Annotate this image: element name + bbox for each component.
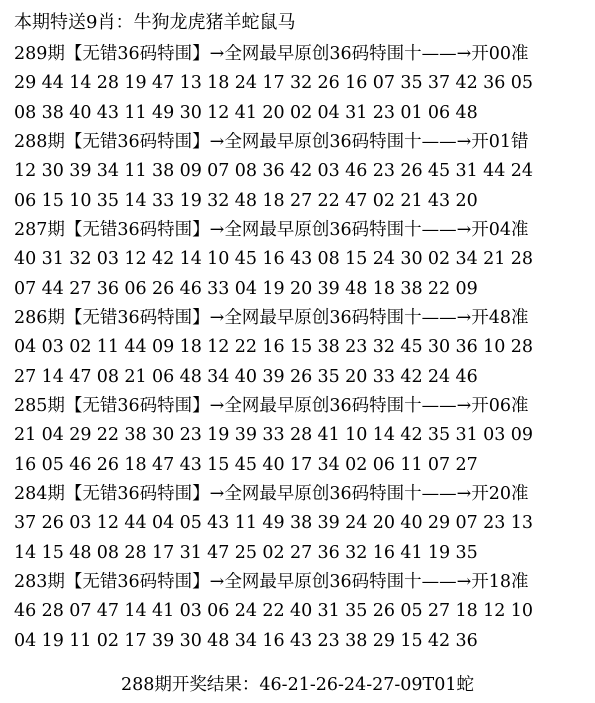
number-cell: 09 bbox=[510, 425, 533, 446]
number-cell: 32 bbox=[289, 73, 313, 94]
number-cell: 02 bbox=[262, 542, 285, 563]
number-cell: 14 bbox=[372, 425, 395, 446]
number-cell: 35 bbox=[345, 601, 368, 622]
number-cell: 09 bbox=[151, 337, 175, 358]
number-cell: 02 bbox=[345, 454, 368, 475]
number-cell: 46 bbox=[69, 454, 92, 475]
number-cell: 13 bbox=[510, 513, 533, 534]
number-cell: 10 bbox=[345, 425, 368, 446]
number-cell: 08 bbox=[317, 249, 340, 270]
number-cell: 40 bbox=[69, 102, 92, 123]
number-cell: 10 bbox=[510, 601, 533, 622]
number-row bbox=[14, 245, 589, 274]
number-cell: 31 bbox=[345, 102, 368, 123]
number-row bbox=[14, 69, 589, 98]
number-cell: 35 bbox=[317, 366, 340, 387]
number-cell: 15 bbox=[289, 337, 313, 358]
number-cell: 26 bbox=[96, 454, 120, 475]
number-cell: 27 bbox=[455, 454, 478, 475]
number-cell: 20 bbox=[289, 278, 313, 299]
number-cell: 37 bbox=[14, 513, 37, 534]
number-cell: 33 bbox=[151, 190, 175, 211]
number-cell: 36 bbox=[317, 542, 340, 563]
number-cell: 47 bbox=[151, 454, 175, 475]
number-cell: 13 bbox=[179, 73, 202, 94]
number-cell: 38 bbox=[41, 102, 64, 123]
number-cell: 26 bbox=[400, 161, 423, 182]
number-cell: 41 bbox=[317, 425, 340, 446]
number-cell: 27 bbox=[69, 278, 92, 299]
number-cell: 41 bbox=[400, 542, 423, 563]
number-cell: 19 bbox=[124, 73, 147, 94]
number-cell: 32 bbox=[345, 542, 368, 563]
period-block bbox=[14, 480, 589, 568]
number-cell: 01 bbox=[400, 102, 423, 123]
number-cell: 40 bbox=[14, 249, 37, 270]
number-cell: 04 bbox=[41, 425, 64, 446]
number-cell: 46 bbox=[179, 278, 202, 299]
number-cell: 14 bbox=[124, 190, 147, 211]
number-cell: 05 bbox=[179, 513, 202, 534]
number-cell: 43 bbox=[179, 454, 202, 475]
number-cell: 06 bbox=[151, 366, 175, 387]
number-cell: 39 bbox=[317, 513, 340, 534]
number-cell: 15 bbox=[41, 542, 64, 563]
number-row bbox=[14, 275, 589, 304]
number-cell: 03 bbox=[96, 249, 120, 270]
number-row bbox=[14, 157, 589, 186]
number-cell: 18 bbox=[455, 601, 478, 622]
number-cell: 10 bbox=[207, 249, 230, 270]
number-cell: 11 bbox=[124, 161, 147, 182]
period-header: 287期【无错36码特围】→全网最早原创36码特围十——→开04准 bbox=[14, 220, 529, 240]
number-cell: 04 bbox=[14, 337, 37, 358]
number-cell: 22 bbox=[234, 337, 258, 358]
number-cell: 16 bbox=[345, 73, 368, 94]
period-list bbox=[14, 40, 589, 656]
number-cell: 38 bbox=[400, 278, 423, 299]
number-cell: 35 bbox=[455, 542, 478, 563]
number-cell: 28 bbox=[124, 542, 147, 563]
number-cell: 48 bbox=[455, 102, 478, 123]
number-cell: 48 bbox=[234, 190, 258, 211]
number-cell: 39 bbox=[69, 161, 92, 182]
number-cell: 06 bbox=[14, 190, 37, 211]
number-cell: 24 bbox=[345, 513, 368, 534]
period-block bbox=[14, 304, 589, 392]
number-cell: 23 bbox=[372, 102, 395, 123]
number-cell: 11 bbox=[400, 454, 423, 475]
number-cell: 31 bbox=[455, 425, 478, 446]
number-cell: 07 bbox=[372, 73, 395, 94]
number-cell: 34 bbox=[234, 630, 258, 651]
number-row bbox=[14, 509, 589, 538]
period-header: 283期【无错36码特围】→全网最早原创36码特围十——→开18准 bbox=[14, 572, 529, 592]
number-cell: 16 bbox=[14, 454, 37, 475]
number-cell: 38 bbox=[124, 425, 147, 446]
number-cell: 35 bbox=[427, 425, 451, 446]
number-cell: 06 bbox=[372, 454, 395, 475]
number-cell: 18 bbox=[124, 454, 147, 475]
number-cell: 26 bbox=[289, 366, 313, 387]
number-cell: 39 bbox=[234, 425, 258, 446]
number-cell: 38 bbox=[345, 630, 368, 651]
number-cell: 29 bbox=[14, 73, 37, 94]
number-cell: 24 bbox=[510, 161, 533, 182]
number-cell: 24 bbox=[372, 249, 395, 270]
number-cell: 20 bbox=[262, 102, 285, 123]
number-cell: 02 bbox=[289, 102, 313, 123]
number-cell: 02 bbox=[69, 337, 92, 358]
number-cell: 27 bbox=[289, 542, 313, 563]
number-cell: 22 bbox=[262, 601, 285, 622]
number-cell: 06 bbox=[427, 102, 451, 123]
number-cell: 16 bbox=[262, 249, 285, 270]
number-cell: 30 bbox=[41, 161, 64, 182]
number-cell: 02 bbox=[372, 190, 395, 211]
number-cell: 12 bbox=[207, 337, 230, 358]
number-cell: 20 bbox=[345, 366, 368, 387]
number-cell: 36 bbox=[455, 630, 478, 651]
number-cell: 12 bbox=[96, 513, 120, 534]
number-cell: 34 bbox=[317, 454, 340, 475]
number-cell: 12 bbox=[124, 249, 147, 270]
result-footer: 288期开奖结果：46-21-26-24-27-09T01蛇 bbox=[120, 675, 475, 695]
number-cell: 11 bbox=[234, 513, 258, 534]
period-header: 284期【无错36码特围】→全网最早原创36码特围十——→开20准 bbox=[14, 484, 529, 504]
number-cell: 14 bbox=[41, 366, 64, 387]
number-cell: 49 bbox=[151, 102, 175, 123]
number-cell: 14 bbox=[69, 73, 92, 94]
number-row bbox=[14, 363, 589, 392]
number-cell: 42 bbox=[455, 73, 478, 94]
number-cell: 11 bbox=[69, 630, 92, 651]
number-cell: 08 bbox=[234, 161, 258, 182]
number-cell: 12 bbox=[14, 161, 37, 182]
number-cell: 28 bbox=[41, 601, 64, 622]
number-cell: 48 bbox=[179, 366, 202, 387]
number-cell: 08 bbox=[96, 366, 120, 387]
number-cell: 48 bbox=[207, 630, 230, 651]
number-cell: 45 bbox=[234, 249, 258, 270]
number-cell: 24 bbox=[427, 366, 451, 387]
number-cell: 40 bbox=[289, 601, 313, 622]
number-cell: 21 bbox=[483, 249, 506, 270]
number-cell: 23 bbox=[483, 513, 506, 534]
number-cell: 16 bbox=[262, 630, 285, 651]
number-row bbox=[14, 99, 589, 128]
number-cell: 09 bbox=[179, 161, 202, 182]
number-cell: 06 bbox=[207, 601, 230, 622]
number-cell: 24 bbox=[234, 73, 258, 94]
number-cell: 26 bbox=[372, 601, 395, 622]
period-block bbox=[14, 216, 589, 304]
number-row bbox=[14, 333, 589, 362]
number-cell: 22 bbox=[427, 278, 451, 299]
number-cell: 40 bbox=[262, 454, 285, 475]
number-cell: 10 bbox=[483, 337, 506, 358]
number-cell: 48 bbox=[345, 278, 368, 299]
number-cell: 36 bbox=[483, 73, 506, 94]
number-cell: 23 bbox=[372, 161, 395, 182]
number-cell: 17 bbox=[151, 542, 175, 563]
number-cell: 30 bbox=[179, 102, 202, 123]
number-cell: 46 bbox=[14, 601, 37, 622]
number-cell: 44 bbox=[124, 513, 147, 534]
number-cell: 18 bbox=[179, 337, 202, 358]
number-cell: 16 bbox=[262, 337, 285, 358]
number-cell: 06 bbox=[124, 278, 147, 299]
number-cell: 31 bbox=[317, 601, 340, 622]
number-cell: 19 bbox=[427, 542, 451, 563]
number-cell: 07 bbox=[69, 601, 92, 622]
number-cell: 32 bbox=[207, 190, 230, 211]
number-cell: 32 bbox=[372, 337, 395, 358]
number-cell: 41 bbox=[234, 102, 258, 123]
number-cell: 26 bbox=[317, 73, 340, 94]
number-cell: 36 bbox=[262, 161, 285, 182]
number-cell: 03 bbox=[179, 601, 202, 622]
number-cell: 02 bbox=[96, 630, 120, 651]
number-cell: 03 bbox=[41, 337, 64, 358]
number-cell: 04 bbox=[234, 278, 258, 299]
number-cell: 29 bbox=[69, 425, 92, 446]
number-cell: 02 bbox=[427, 249, 451, 270]
number-cell: 25 bbox=[234, 542, 258, 563]
number-cell: 27 bbox=[427, 601, 451, 622]
number-cell: 45 bbox=[400, 337, 423, 358]
number-cell: 23 bbox=[179, 425, 202, 446]
number-cell: 19 bbox=[41, 630, 64, 651]
number-row bbox=[14, 451, 589, 480]
number-cell: 32 bbox=[69, 249, 92, 270]
period-header: 286期【无错36码特围】→全网最早原创36码特围十——→开48准 bbox=[14, 308, 529, 328]
number-row bbox=[14, 421, 589, 450]
number-cell: 14 bbox=[179, 249, 202, 270]
number-cell: 22 bbox=[317, 190, 340, 211]
number-cell: 27 bbox=[289, 190, 313, 211]
number-cell: 47 bbox=[151, 73, 175, 94]
number-cell: 17 bbox=[262, 73, 285, 94]
number-cell: 43 bbox=[289, 249, 313, 270]
number-cell: 28 bbox=[510, 337, 533, 358]
number-row bbox=[14, 627, 589, 656]
number-cell: 21 bbox=[400, 190, 423, 211]
number-cell: 30 bbox=[179, 630, 202, 651]
number-cell: 23 bbox=[345, 337, 368, 358]
number-cell: 37 bbox=[427, 73, 451, 94]
number-cell: 24 bbox=[234, 601, 258, 622]
number-cell: 15 bbox=[41, 190, 64, 211]
number-cell: 33 bbox=[262, 425, 285, 446]
period-block bbox=[14, 40, 589, 128]
number-cell: 18 bbox=[207, 73, 230, 94]
number-cell: 07 bbox=[14, 278, 37, 299]
number-cell: 21 bbox=[124, 366, 147, 387]
number-cell: 42 bbox=[427, 630, 451, 651]
number-cell: 28 bbox=[289, 425, 313, 446]
number-cell: 31 bbox=[41, 249, 64, 270]
number-cell: 42 bbox=[289, 161, 313, 182]
number-cell: 29 bbox=[372, 630, 395, 651]
number-cell: 41 bbox=[151, 601, 175, 622]
number-cell: 39 bbox=[262, 366, 285, 387]
number-cell: 44 bbox=[41, 73, 64, 94]
number-cell: 28 bbox=[96, 73, 120, 94]
number-cell: 42 bbox=[400, 366, 423, 387]
number-cell: 03 bbox=[69, 513, 92, 534]
number-cell: 05 bbox=[400, 601, 423, 622]
number-cell: 15 bbox=[207, 454, 230, 475]
number-cell: 09 bbox=[455, 278, 478, 299]
number-cell: 39 bbox=[317, 278, 340, 299]
number-cell: 08 bbox=[14, 102, 37, 123]
number-row bbox=[14, 187, 589, 216]
number-cell: 45 bbox=[427, 161, 451, 182]
number-cell: 05 bbox=[510, 73, 533, 94]
number-cell: 04 bbox=[14, 630, 37, 651]
number-cell: 19 bbox=[179, 190, 202, 211]
number-cell: 11 bbox=[96, 337, 120, 358]
period-block bbox=[14, 392, 589, 480]
number-cell: 42 bbox=[400, 425, 423, 446]
number-cell: 44 bbox=[483, 161, 506, 182]
number-cell: 15 bbox=[345, 249, 368, 270]
headline: 本期特送9肖：牛狗龙虎猪羊蛇鼠马 bbox=[14, 12, 296, 33]
number-cell: 28 bbox=[510, 249, 533, 270]
period-header: 289期【无错36码特围】→全网最早原创36码特围十——→开00准 bbox=[14, 44, 529, 64]
number-cell: 34 bbox=[96, 161, 120, 182]
number-cell: 38 bbox=[317, 337, 340, 358]
number-cell: 43 bbox=[207, 513, 230, 534]
number-cell: 18 bbox=[262, 190, 285, 211]
number-cell: 14 bbox=[124, 601, 147, 622]
number-cell: 40 bbox=[234, 366, 258, 387]
number-cell: 43 bbox=[289, 630, 313, 651]
number-cell: 18 bbox=[372, 278, 395, 299]
number-cell: 36 bbox=[455, 337, 478, 358]
number-cell: 33 bbox=[372, 366, 395, 387]
number-cell: 20 bbox=[455, 190, 478, 211]
number-cell: 10 bbox=[69, 190, 92, 211]
number-cell: 35 bbox=[96, 190, 120, 211]
number-cell: 15 bbox=[400, 630, 423, 651]
number-cell: 47 bbox=[207, 542, 230, 563]
number-cell: 38 bbox=[151, 161, 175, 182]
number-cell: 49 bbox=[262, 513, 285, 534]
number-cell: 45 bbox=[234, 454, 258, 475]
number-cell: 43 bbox=[427, 190, 451, 211]
number-cell: 47 bbox=[69, 366, 92, 387]
number-row bbox=[14, 539, 589, 568]
number-cell: 33 bbox=[207, 278, 230, 299]
number-cell: 38 bbox=[289, 513, 313, 534]
number-cell: 46 bbox=[345, 161, 368, 182]
number-cell: 07 bbox=[207, 161, 230, 182]
number-cell: 12 bbox=[483, 601, 506, 622]
number-cell: 46 bbox=[455, 366, 478, 387]
number-cell: 07 bbox=[455, 513, 478, 534]
number-row bbox=[14, 597, 589, 626]
number-cell: 19 bbox=[262, 278, 285, 299]
number-cell: 04 bbox=[151, 513, 175, 534]
period-header: 285期【无错36码特围】→全网最早原创36码特围十——→开06准 bbox=[14, 396, 529, 416]
period-block bbox=[14, 568, 589, 656]
number-cell: 05 bbox=[41, 454, 64, 475]
number-cell: 35 bbox=[400, 73, 423, 94]
number-cell: 03 bbox=[317, 161, 340, 182]
number-cell: 12 bbox=[207, 102, 230, 123]
number-cell: 17 bbox=[289, 454, 313, 475]
number-cell: 20 bbox=[372, 513, 395, 534]
number-cell: 03 bbox=[483, 425, 506, 446]
number-cell: 44 bbox=[41, 278, 64, 299]
number-cell: 16 bbox=[372, 542, 395, 563]
number-cell: 36 bbox=[96, 278, 120, 299]
number-cell: 43 bbox=[96, 102, 120, 123]
number-cell: 29 bbox=[427, 513, 451, 534]
period-header: 288期【无错36码特围】→全网最早原创36码特围十——→开01错 bbox=[14, 132, 529, 152]
number-cell: 31 bbox=[455, 161, 478, 182]
number-cell: 31 bbox=[179, 542, 202, 563]
number-cell: 17 bbox=[124, 630, 147, 651]
number-cell: 47 bbox=[96, 601, 120, 622]
number-cell: 34 bbox=[455, 249, 478, 270]
number-cell: 21 bbox=[14, 425, 37, 446]
number-cell: 30 bbox=[400, 249, 423, 270]
number-cell: 26 bbox=[41, 513, 64, 534]
number-cell: 42 bbox=[151, 249, 175, 270]
number-cell: 14 bbox=[14, 542, 37, 563]
period-block bbox=[14, 128, 589, 216]
number-cell: 44 bbox=[124, 337, 147, 358]
number-cell: 39 bbox=[151, 630, 175, 651]
number-cell: 30 bbox=[151, 425, 175, 446]
number-cell: 19 bbox=[207, 425, 230, 446]
number-cell: 34 bbox=[207, 366, 230, 387]
number-cell: 08 bbox=[96, 542, 120, 563]
number-cell: 07 bbox=[427, 454, 451, 475]
number-cell: 04 bbox=[317, 102, 340, 123]
number-cell: 40 bbox=[400, 513, 423, 534]
number-cell: 22 bbox=[96, 425, 120, 446]
number-cell: 11 bbox=[124, 102, 147, 123]
number-cell: 23 bbox=[317, 630, 340, 651]
number-cell: 48 bbox=[69, 542, 92, 563]
number-cell: 47 bbox=[345, 190, 368, 211]
number-cell: 26 bbox=[151, 278, 175, 299]
number-cell: 30 bbox=[427, 337, 451, 358]
number-cell: 27 bbox=[14, 366, 37, 387]
